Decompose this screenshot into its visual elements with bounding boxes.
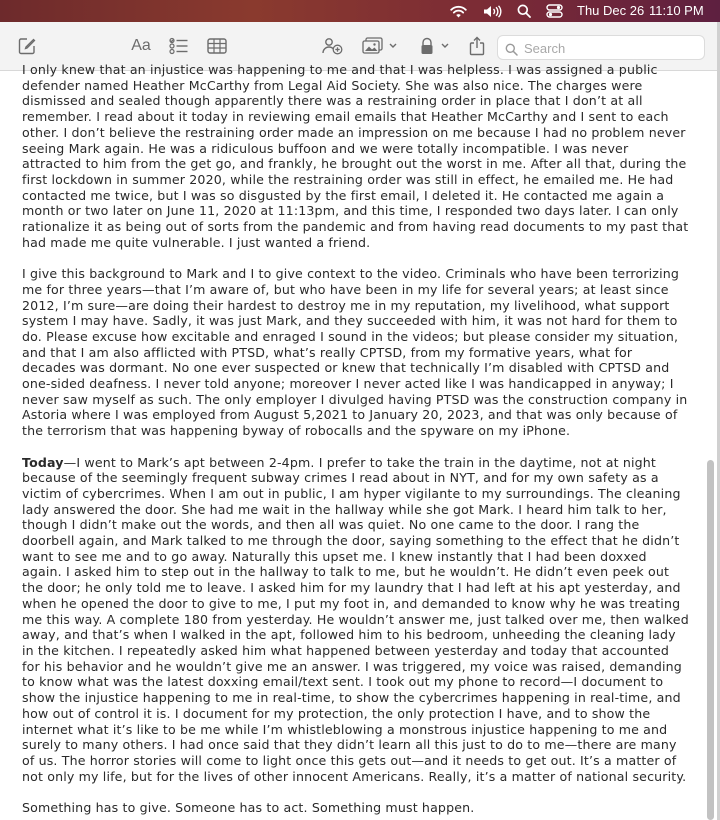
menu-bar: [0, 0, 720, 22]
search-field[interactable]: [497, 35, 705, 60]
search-input[interactable]: [522, 38, 701, 59]
note-paragraph: Something has to give. Someone has to act. Something must happen.: [22, 800, 475, 815]
search-icon: [505, 41, 518, 60]
table-icon[interactable]: [206, 34, 228, 58]
note-paragraph: I give this background to Mark and I to give context to the video. Criminals who have been terrorizing me for three years—that I’m aware of, but who have been in my life for several years; at least since 2012, I’m sure—are doing their hardest to destroy me in my reputation, my livelihood, what support system I may have. Sadly, it was just Mark, and they succeeded with him, it was not hard for them to do. Please excuse how excitable and enraged I sound in the videos; but please consider my situation, and that I am also afflicted with PTSD, what’s really CPTSD, from my formative years, what for decades was dormant. No one ever suspected or knew that technically I’m disabled with CPTSD and one-sided deafness. I never told anyone; moreover I never acted like I was handicapped in anyway; I never saw myself as such. The only employer I divulged having PTSD was the construction company in Astoria where I was employed from August 5,2021 to January 20, 2023, and that was only because of the terrorism that was happening byway of robocalls and the spyware on my iPhone.: [22, 266, 688, 439]
compose-icon[interactable]: [16, 34, 38, 58]
note-bold-lead: Today: [22, 454, 64, 470]
note-paragraph: [22, 455, 690, 785]
wifi-icon[interactable]: [448, 2, 468, 20]
note-body[interactable]: [22, 62, 690, 820]
volume-icon[interactable]: [482, 2, 504, 20]
collaborate-icon[interactable]: [320, 34, 344, 58]
spotlight-search-icon[interactable]: [516, 2, 532, 20]
note-paragraph: I only knew that an injustice was happening to me and that I was helpless. I was assigned a public defender named Heather McCarthy from Legal Aid Society. She was also nice. The charges were dismissed and sealed though apparently there was a restraining order in place that I don’t at all remember. I read about it today in reviewing email emails that Heather McCarthy and I sent to each other. I don’t believe the restraining order made an impression on me because I had no problem never seeing Mark again. He was a ridiculous buffoon and we were totally incompatible. I was never attracted to him from the get go, and frankly, he brought out the worst in me. After all that, during the first lockdown in summer 2020, while the restraining order was still in effect, he emailed me. He had contacted me twice, but I was so disgusted by the first email, I deleted it. He contacted me again a month or two later on June 11, 2020 at 11:13pm, and this time, I responded two days later. I can only rationalize it as being out of sorts from the pandemic and from having read documents to my past that had made me quite vulnerable. I just wanted a friend.: [22, 62, 689, 250]
lock-icon[interactable]: [418, 34, 454, 58]
menubar-time[interactable]: 11:10 PM: [649, 3, 704, 18]
scrollbar-thumb[interactable]: [707, 460, 714, 820]
note-paragraph-text: —I went to Mark’s apt between 2-4pm. I prefer to take the train in the daytime, not at night because of the seemingly frequent subway crimes I read about in NYT, and for my own safety as a victim of cybercrimes. When I am out in public, I am hyper vigilante to my surroundings. The cleaning lady answered the door. She had me wait in the hallway while she got Mark. I heard him talk to her, though I didn’t make out the words, and then all was quiet. No one came to the door. I rang the doorbell again, and Mark talked to me through the door, saying something to the effect that he didn’t want to see me and to go away. Naturally this upset me. I knew instantly that I had been doxxed again. I asked him to step out in the hallway to talk to me, but he wouldn’t. He didn’t even peek out the door; he only told me to leave. I asked him for my laundry that I had left at his apt yesterday, and when he opened the door to give to me, I put my foot in, and demanded to know why he was treating me this way. A complete 180 from yesterday. He wouldn’t answer me, just talked over me, then walked away, and that’s when I walked in the apt, followed him to his bedroom, unheeding the cleaning lady in the kitchen. I repeatedly asked him what happened between yesterday and today that accounted for his behavior and he wouldn’t give me an answer. I was triggered, my voice was raised, demanding to know what was the latest doxxing email/text sent. I took out my phone to record—I document to show the injustice happening to me in real-time, to show the cybercrimes happening in real-time, and how out of control it is. I document for my protection, the only protection I have, and to show the internet what it’s like to be me while I’m whistleblowing a monstrous injustice happening to me and surely to many others. I had once said that they didn’t learn all this just to do to me—there are many of us. The horror stories will come to light once this gets out—and it needs to get out. It’s a matter of not only my life, but for the lives of other innocent Americans. Really, it’s a matter of national security.: [22, 454, 689, 784]
format-label: Aa: [131, 37, 151, 54]
media-icon[interactable]: [361, 34, 401, 58]
control-center-icon[interactable]: [545, 2, 563, 20]
menubar-date[interactable]: Thu Dec 26: [577, 3, 645, 18]
share-icon[interactable]: [466, 34, 488, 58]
checklist-icon[interactable]: [168, 34, 190, 58]
format-text-icon[interactable]: [129, 34, 153, 58]
